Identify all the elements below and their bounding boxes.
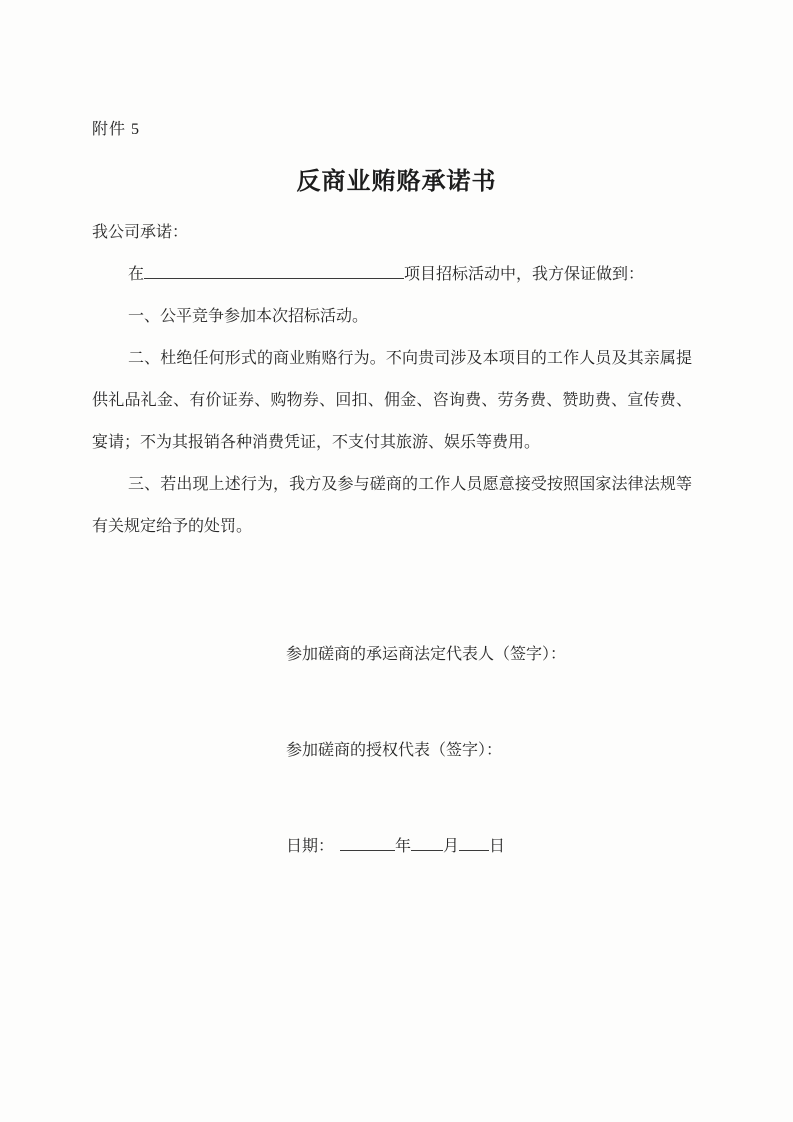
authorized-representative-signature-line: 参加磋商的授权代表（签字）： <box>286 742 503 759</box>
attachment-label: 附件 5 <box>92 121 141 138</box>
month-blank <box>411 837 443 851</box>
clause-2: 二、杜绝任何形式的商业贿赂行为。不向贵司涉及本项目的工作人员及其亲属提供礼品礼金、有价证券、购物券、回扣、佣金、咨询费、劳务费、赞助费、宣传费、宴请；不为其报销各种消费凭证，不支付其旅游、娱乐等费用。 <box>92 350 692 451</box>
clause-3: 三、若出现上述行为，我方及参与磋商的工作人员愿意接受按照国家法律法规等有关规定给予的处罚。 <box>92 476 692 535</box>
project-name-blank <box>144 265 404 279</box>
clause-1: 一、公平竞争参加本次招标活动。 <box>128 308 369 325</box>
date-label: 日期： <box>286 838 335 855</box>
year-label: 年 <box>395 838 412 855</box>
legal-representative-signature-line: 参加磋商的承运商法定代表人（签字）： <box>286 646 567 663</box>
document-title: 反商业贿赂承诺书 <box>296 169 497 195</box>
day-blank <box>459 837 489 851</box>
date-line <box>286 833 505 856</box>
project-line <box>92 254 692 296</box>
intro-line: 我公司承诺： <box>92 224 189 241</box>
month-label: 月 <box>443 838 460 855</box>
document-body <box>92 212 692 548</box>
project-line-suffix: 项目招标活动中，我方保证做到： <box>404 266 645 283</box>
year-blank <box>340 837 395 851</box>
day-label: 日 <box>489 838 506 855</box>
project-line-prefix: 在 <box>128 266 145 283</box>
